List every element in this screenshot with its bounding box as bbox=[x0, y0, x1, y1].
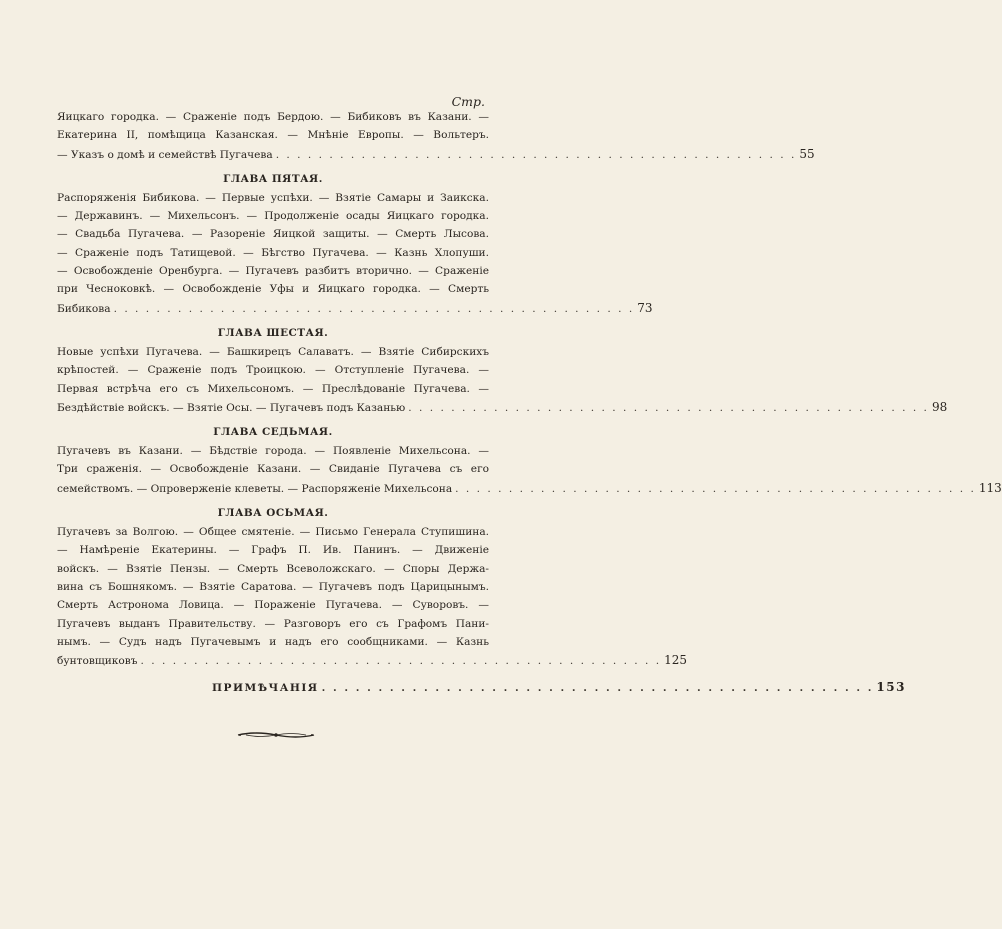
toc-line: — Намѣреніе Екатерины. — Графъ П. Ив. Панинъ. — Движеніе bbox=[57, 544, 489, 557]
toc-entry-last-line bbox=[57, 145, 815, 164]
leader-dots: . . . . . . . . . . . . . . . . . . . . . . . . . . . . . . . . . . . . . . . . . . . . . . . . . bbox=[321, 682, 874, 695]
table-of-contents bbox=[57, 108, 1002, 698]
toc-line: Три сраженія. — Освобожденіе Казани. — Свиданіе Пугачева съ его bbox=[57, 463, 489, 476]
chapter-heading: ГЛАВА ОСЬМАЯ. bbox=[217, 507, 329, 520]
leader-dots: . . . . . . . . . . . . . . . . . . . . . . . . . . . . . . . . . . . . . . . . . . . . . . . . . bbox=[113, 302, 635, 315]
toc-line: Первая встрѣча его съ Михельсономъ. — Преслѣдованіе Пугачева. — bbox=[57, 382, 489, 395]
toc-entry-last-line bbox=[57, 651, 688, 670]
toc-entry-last-line bbox=[57, 398, 948, 417]
toc-chapter bbox=[57, 108, 815, 164]
page-column-header: Стр. bbox=[451, 94, 485, 109]
toc-line: Яицкаго городка. — Сраженіе подъ Бердою. — Бибиковъ въ Казани. — bbox=[57, 111, 489, 123]
toc-line-text: семействомъ. — Опроверженіе клеветы. — Распоряженіе Михельсона bbox=[57, 482, 453, 495]
leader-dots: . . . . . . . . . . . . . . . . . . . . . . . . . . . . . . . . . . . . . . . . . . . . . . . . . bbox=[455, 482, 976, 495]
toc-line: Пугачевъ въ Казани. — Бѣдствіе города. — Появленіе Михельсона. — bbox=[57, 445, 489, 458]
toc-line: Пугачевъ за Волгою. — Общее смятеніе. — Письмо Генерала Ступишина. bbox=[57, 526, 489, 539]
leader-dots: . . . . . . . . . . . . . . . . . . . . . . . . . . . . . . . . . . . . . . . . . . . . . . . . . bbox=[275, 148, 797, 161]
toc-line: нымъ. — Судъ надъ Пугачевымъ и надъ его сообщниками. — Казнь bbox=[57, 635, 489, 648]
toc-entry-last-line bbox=[57, 479, 1002, 498]
page-number: 73 bbox=[637, 300, 653, 315]
leader-dots: . . . . . . . . . . . . . . . . . . . . . . . . . . . . . . . . . . . . . . . . . . . . . . . . . bbox=[140, 655, 662, 668]
toc-line: Новые успѣхи Пугачева. — Башкирецъ Салаватъ. — Взятіе Сибирскихъ bbox=[57, 345, 489, 358]
toc-line-text: Бибикова bbox=[57, 302, 111, 315]
chapter-heading: ГЛАВА ПЯТАЯ. bbox=[223, 172, 323, 185]
toc-line: Распоряженія Бибикова. — Первые успѣхи. — Взятіе Самары и Заикска. bbox=[57, 191, 489, 204]
toc-line: войскъ. — Взятіе Пензы. — Смерть Всеволожскаго. — Споры Держа- bbox=[57, 562, 489, 575]
page-number: 113 bbox=[978, 480, 1002, 495]
toc-chapter bbox=[57, 169, 653, 318]
toc-line: крѣпостей. — Сраженіе подъ Троицкою. — Отступленіе Пугачева. — bbox=[57, 364, 489, 377]
page-number: 153 bbox=[876, 680, 906, 695]
toc-chapter bbox=[57, 422, 1002, 498]
toc-line: вина съ Бошнякомъ. — Взятіе Саратова. — Пугачевъ подъ Царицынымъ. bbox=[57, 580, 489, 593]
toc-line: при Чесноковкѣ. — Освобожденіе Уфы и Яицкаго городка. — Смерть bbox=[57, 283, 489, 296]
page-number: 125 bbox=[664, 653, 688, 668]
notes-label: ПРИМѢЧАНІЯ bbox=[212, 682, 319, 695]
toc-notes-entry bbox=[57, 678, 906, 697]
chapter-heading: ГЛАВА СЕДЬМАЯ. bbox=[213, 426, 333, 439]
toc-line: Екатерина II, помѣщица Казанская. — Мнѣніе Европы. — Вольтеръ. bbox=[57, 129, 489, 142]
toc-line: — Сраженіе подъ Татищевой. — Бѣгство Пугачева. — Казнь Хлопуши. bbox=[57, 246, 489, 259]
ornament-divider-icon bbox=[236, 730, 316, 740]
toc-chapter bbox=[57, 503, 688, 670]
toc-line-text: — Указъ о домѣ и семействѣ Пугачева bbox=[57, 148, 273, 161]
page-number: 55 bbox=[799, 146, 815, 161]
page-number: 98 bbox=[931, 399, 948, 414]
leader-dots: . . . . . . . . . . . . . . . . . . . . . . . . . . . . . . . . . . . . . . . . . . . . . . . . . bbox=[408, 401, 929, 414]
toc-line: — Освобожденіе Оренбурга. — Пугачевъ разбитъ вторично. — Сраженіе bbox=[57, 265, 489, 278]
toc-line-text: Бездѣйствіе войскъ. — Взятіе Осы. — Пугачевъ подъ Казанью bbox=[57, 401, 406, 414]
toc-line: Пугачевъ выданъ Правительству. — Разговоръ его съ Графомъ Пани- bbox=[57, 617, 489, 630]
toc-line-text: бунтовщиковъ bbox=[57, 655, 138, 668]
toc-line: — Свадьба Пугачева. — Разореніе Яицкой защиты. — Смерть Лысова. bbox=[57, 228, 489, 241]
toc-line: — Державинъ. — Михельсонъ. — Продолженіе осады Яицкаго городка. bbox=[57, 210, 489, 223]
toc-entry-last-line bbox=[57, 299, 653, 318]
toc-line: Смерть Астронома Ловица. — Пораженіе Пугачева. — Суворовъ. — bbox=[57, 599, 489, 612]
toc-chapter bbox=[57, 323, 948, 417]
chapter-heading: ГЛАВА ШЕСТАЯ. bbox=[217, 326, 329, 339]
